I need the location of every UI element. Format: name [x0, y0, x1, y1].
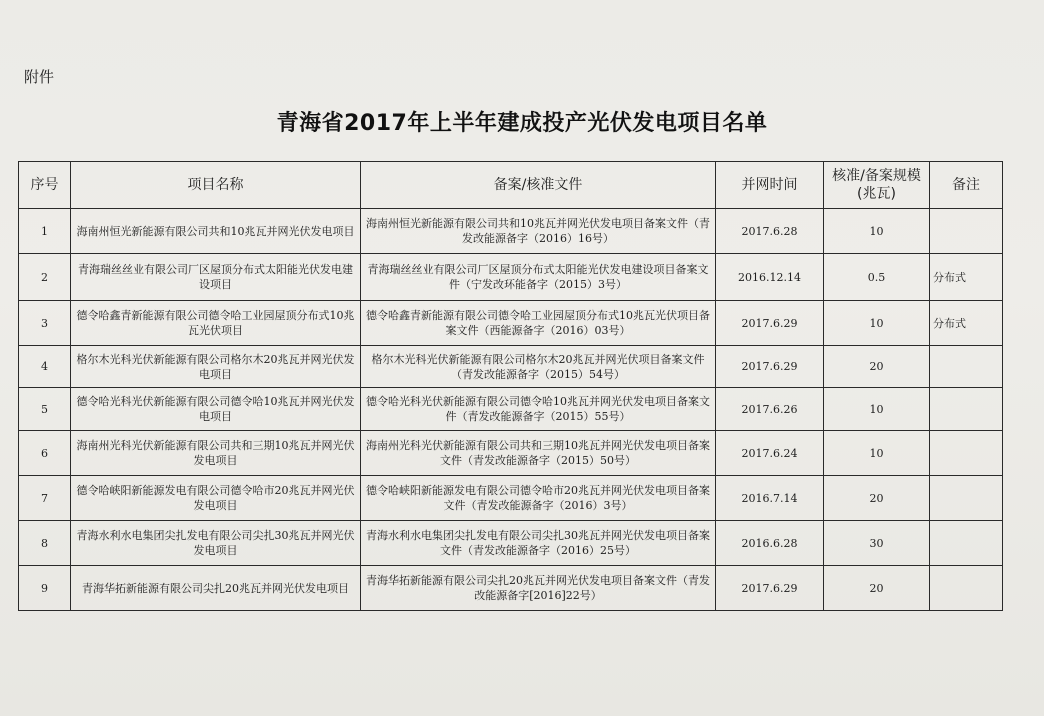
- cell-grid-date: 2017.6.29: [716, 301, 824, 346]
- cell-grid-date: 2016.12.14: [716, 254, 824, 301]
- cell-scale: 30: [824, 521, 930, 566]
- cell-grid-date: 2017.6.26: [716, 388, 824, 431]
- table-header-row: [19, 162, 1003, 209]
- table-row: [19, 388, 1003, 431]
- cell-note: [930, 476, 1003, 521]
- cell-note: [930, 209, 1003, 254]
- cell-project-name: 海南州光科光伏新能源有限公司共和三期10兆瓦并网光伏发电项目: [71, 431, 361, 476]
- cell-grid-date: 2016.7.14: [716, 476, 824, 521]
- cell-seq: 3: [19, 301, 71, 346]
- table-row: [19, 476, 1003, 521]
- cell-filing-document: 德令哈鑫青新能源有限公司德令哈工业园屋顶分布式10兆瓦光伏项目备案文件（西能源备字（2016）03号）: [361, 301, 716, 346]
- header-scale-line1: 核准/备案规模: [832, 168, 921, 184]
- cell-scale: 20: [824, 346, 930, 388]
- cell-project-name: 青海水利水电集团尖扎发电有限公司尖扎30兆瓦并网光伏发电项目: [71, 521, 361, 566]
- header-project-name: 项目名称: [71, 162, 361, 209]
- cell-seq: 8: [19, 521, 71, 566]
- cell-project-name: 青海华拓新能源有限公司尖扎20兆瓦并网光伏发电项目: [71, 566, 361, 611]
- cell-grid-date: 2017.6.24: [716, 431, 824, 476]
- cell-filing-document: 青海华拓新能源有限公司尖扎20兆瓦并网光伏发电项目备案文件（青发改能源备字[2016]22号）: [361, 566, 716, 611]
- header-grid-date: 并网时间: [716, 162, 824, 209]
- table-row: [19, 346, 1003, 388]
- project-table: [18, 161, 1003, 611]
- cell-scale: 10: [824, 301, 930, 346]
- cell-scale: 10: [824, 431, 930, 476]
- table-row: [19, 431, 1003, 476]
- cell-grid-date: 2017.6.29: [716, 346, 824, 388]
- cell-note: [930, 346, 1003, 388]
- table-row: [19, 209, 1003, 254]
- cell-filing-document: 青海水利水电集团尖扎发电有限公司尖扎30兆瓦并网光伏发电项目备案文件（青发改能源备字（2016）25号）: [361, 521, 716, 566]
- cell-filing-document: 海南州恒光新能源有限公司共和10兆瓦并网光伏发电项目备案文件（青发改能源备字（2016）16号）: [361, 209, 716, 254]
- cell-filing-document: 格尔木光科光伏新能源有限公司格尔木20兆瓦并网光伏项目备案文件（青发改能源备字（2015）54号）: [361, 346, 716, 388]
- cell-note: 分布式: [930, 254, 1003, 301]
- cell-grid-date: 2016.6.28: [716, 521, 824, 566]
- cell-scale: 0.5: [824, 254, 930, 301]
- cell-scale: 10: [824, 388, 930, 431]
- header-scale-line2: (兆瓦): [857, 186, 896, 202]
- header-note: 备注: [930, 162, 1003, 209]
- cell-note: [930, 431, 1003, 476]
- cell-seq: 7: [19, 476, 71, 521]
- document-title: 青海省2017年上半年建成投产光伏发电项目名单: [276, 111, 768, 136]
- cell-filing-document: 青海瑞丝丝业有限公司厂区屋顶分布式太阳能光伏发电建设项目备案文件（宁发改环能备字（2015）3号）: [361, 254, 716, 301]
- table-body: [19, 209, 1003, 611]
- header-scale: [824, 162, 930, 209]
- cell-grid-date: 2017.6.29: [716, 566, 824, 611]
- cell-note: [930, 388, 1003, 431]
- table-row: [19, 521, 1003, 566]
- table-row: [19, 254, 1003, 301]
- cell-project-name: 青海瑞丝丝业有限公司厂区屋顶分布式太阳能光伏发电建设项目: [71, 254, 361, 301]
- cell-seq: 4: [19, 346, 71, 388]
- cell-filing-document: 德令哈光科光伏新能源有限公司德令哈10兆瓦并网光伏发电项目备案文件（青发改能源备字（2015）55号）: [361, 388, 716, 431]
- cell-seq: 9: [19, 566, 71, 611]
- cell-filing-document: 德令哈峡阳新能源发电有限公司德令哈市20兆瓦并网光伏发电项目备案文件（青发改能源备字（2016）3号）: [361, 476, 716, 521]
- cell-scale: 20: [824, 476, 930, 521]
- cell-project-name: 格尔木光科光伏新能源有限公司格尔木20兆瓦并网光伏发电项目: [71, 346, 361, 388]
- cell-seq: 1: [19, 209, 71, 254]
- cell-note: 分布式: [930, 301, 1003, 346]
- cell-seq: 2: [19, 254, 71, 301]
- cell-note: [930, 566, 1003, 611]
- attachment-label: 附件: [24, 68, 55, 86]
- cell-grid-date: 2017.6.28: [716, 209, 824, 254]
- cell-project-name: 德令哈鑫青新能源有限公司德令哈工业园屋顶分布式10兆瓦光伏项目: [71, 301, 361, 346]
- cell-seq: 5: [19, 388, 71, 431]
- cell-scale: 20: [824, 566, 930, 611]
- header-filing-document: 备案/核准文件: [361, 162, 716, 209]
- cell-project-name: 德令哈光科光伏新能源有限公司德令哈10兆瓦并网光伏发电项目: [71, 388, 361, 431]
- table-row: [19, 566, 1003, 611]
- header-seq: 序号: [19, 162, 71, 209]
- cell-project-name: 海南州恒光新能源有限公司共和10兆瓦并网光伏发电项目: [71, 209, 361, 254]
- cell-project-name: 德令哈峡阳新能源发电有限公司德令哈市20兆瓦并网光伏发电项目: [71, 476, 361, 521]
- table-row: [19, 301, 1003, 346]
- cell-filing-document: 海南州光科光伏新能源有限公司共和三期10兆瓦并网光伏发电项目备案文件（青发改能源备字（2015）50号）: [361, 431, 716, 476]
- cell-seq: 6: [19, 431, 71, 476]
- cell-note: [930, 521, 1003, 566]
- cell-scale: 10: [824, 209, 930, 254]
